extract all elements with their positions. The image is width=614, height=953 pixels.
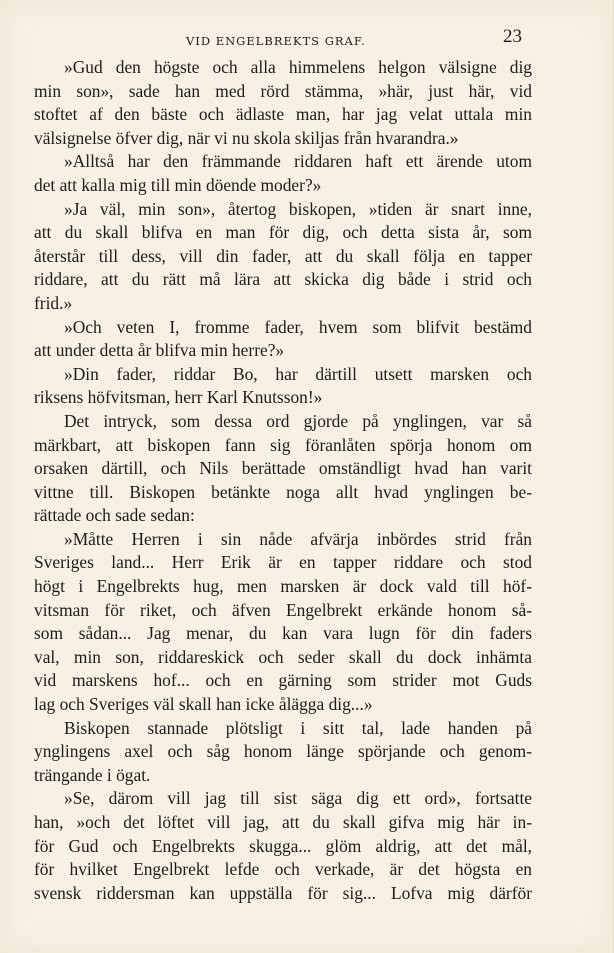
text-line: Det intryck, som dessa ord gjorde på ynglingen, var så bbox=[64, 410, 532, 431]
running-title: VID ENGELBREKTS GRAF. bbox=[186, 34, 366, 48]
text-line: återstår till dess, vill din fader, att du skall följa en tapper bbox=[34, 245, 532, 266]
text-line: lag och Sveriges väl skall han icke ålägga dig...» bbox=[34, 694, 373, 715]
page-number: 23 bbox=[503, 26, 522, 47]
text-line: Biskopen stannade plötsligt i sitt tal, lade handen på bbox=[64, 717, 532, 738]
text-line: högt i Engelbrekts hug, men marsken är dock vald till höf- bbox=[34, 576, 532, 597]
text-line: »Din fader, riddar Bo, har därtill utsett marsken och bbox=[64, 363, 532, 384]
text-line: min son», sade han med rörd stämma, »här, just här, vid bbox=[34, 80, 532, 101]
text-line: svensk riddersman kan uppställa för sig... Lofva mig därför bbox=[34, 882, 532, 903]
text-line: att under detta år blifva min herre?» bbox=[34, 340, 285, 361]
page-edge bbox=[610, 0, 614, 953]
text-line: för hvilket Engelbrekt lefde och verkade, är det högsta en bbox=[34, 859, 532, 880]
text-line: »Och veten I, fromme fader, hvem som blifvit bestämd bbox=[64, 316, 532, 337]
text-line: riddare, att du rätt må lära att skicka dig både i strid och bbox=[34, 269, 532, 290]
text-line: att du skall blifva en man för dig, och detta sista år, som bbox=[34, 222, 532, 243]
text-line: som sådan... Jag menar, du kan vara lugn för din faders bbox=[34, 623, 532, 644]
text-line: för Gud och Engelbrekts skugga... glöm aldrig, att det mål, bbox=[34, 835, 532, 856]
text-line: han, »och det löftet vill jag, att du skall gifva mig här in- bbox=[34, 812, 532, 832]
text-line: märkbart, att biskopen fann sig föranlåten spörja honom om bbox=[34, 434, 532, 455]
text-line: orsaken därtill, och Nils berättade omständligt hvad han varit bbox=[34, 458, 532, 479]
text-line: »Alltså har den främmande riddaren haft ett ärende utom bbox=[64, 151, 532, 172]
text-line: vid marskens hof... och en gärning som strider mot Guds bbox=[34, 670, 532, 691]
text-line: val, min son, riddareskick och seder skall du dock inhämta bbox=[34, 646, 532, 667]
text-line: Sveriges land... Herr Erik är en tapper riddare och stod bbox=[34, 552, 532, 573]
text-line: välsignelse öfver dig, när vi nu skola skiljas från hvarandra.» bbox=[34, 127, 459, 148]
text-line: ynglingens axel och såg honom länge spörjande och genom- bbox=[34, 741, 532, 762]
text-line: vittne till. Biskopen betänkte noga allt hvad ynglingen be- bbox=[34, 481, 532, 502]
text-line: rättade och sade sedan: bbox=[34, 505, 195, 526]
text-line: »Ja väl, min son», återtog biskopen, »tiden är snart inne, bbox=[64, 198, 532, 219]
text-line: stoftet af den bäste och ädlaste man, har jag velat uttala min bbox=[34, 104, 532, 125]
text-line: »Se, därom vill jag till sist säga dig ett ord», fortsatte bbox=[64, 788, 532, 809]
text-line: frid.» bbox=[34, 292, 73, 313]
body-text bbox=[34, 56, 532, 905]
text-line: »Måtte Herren i sin nåde afvärja inbördes strid från bbox=[64, 528, 532, 549]
text-line: det att kalla mig till min döende moder?» bbox=[34, 174, 322, 195]
text-line: »Gud den högste och alla himmelens helgon välsigne dig bbox=[64, 57, 532, 77]
text-line: vitsman för riket, och äfven Engelbrekt erkände honom så- bbox=[34, 599, 532, 620]
text-line: trängande i ögat. bbox=[34, 764, 151, 785]
text-line: riksens höfvitsman, herr Karl Knutsson!» bbox=[34, 387, 323, 408]
